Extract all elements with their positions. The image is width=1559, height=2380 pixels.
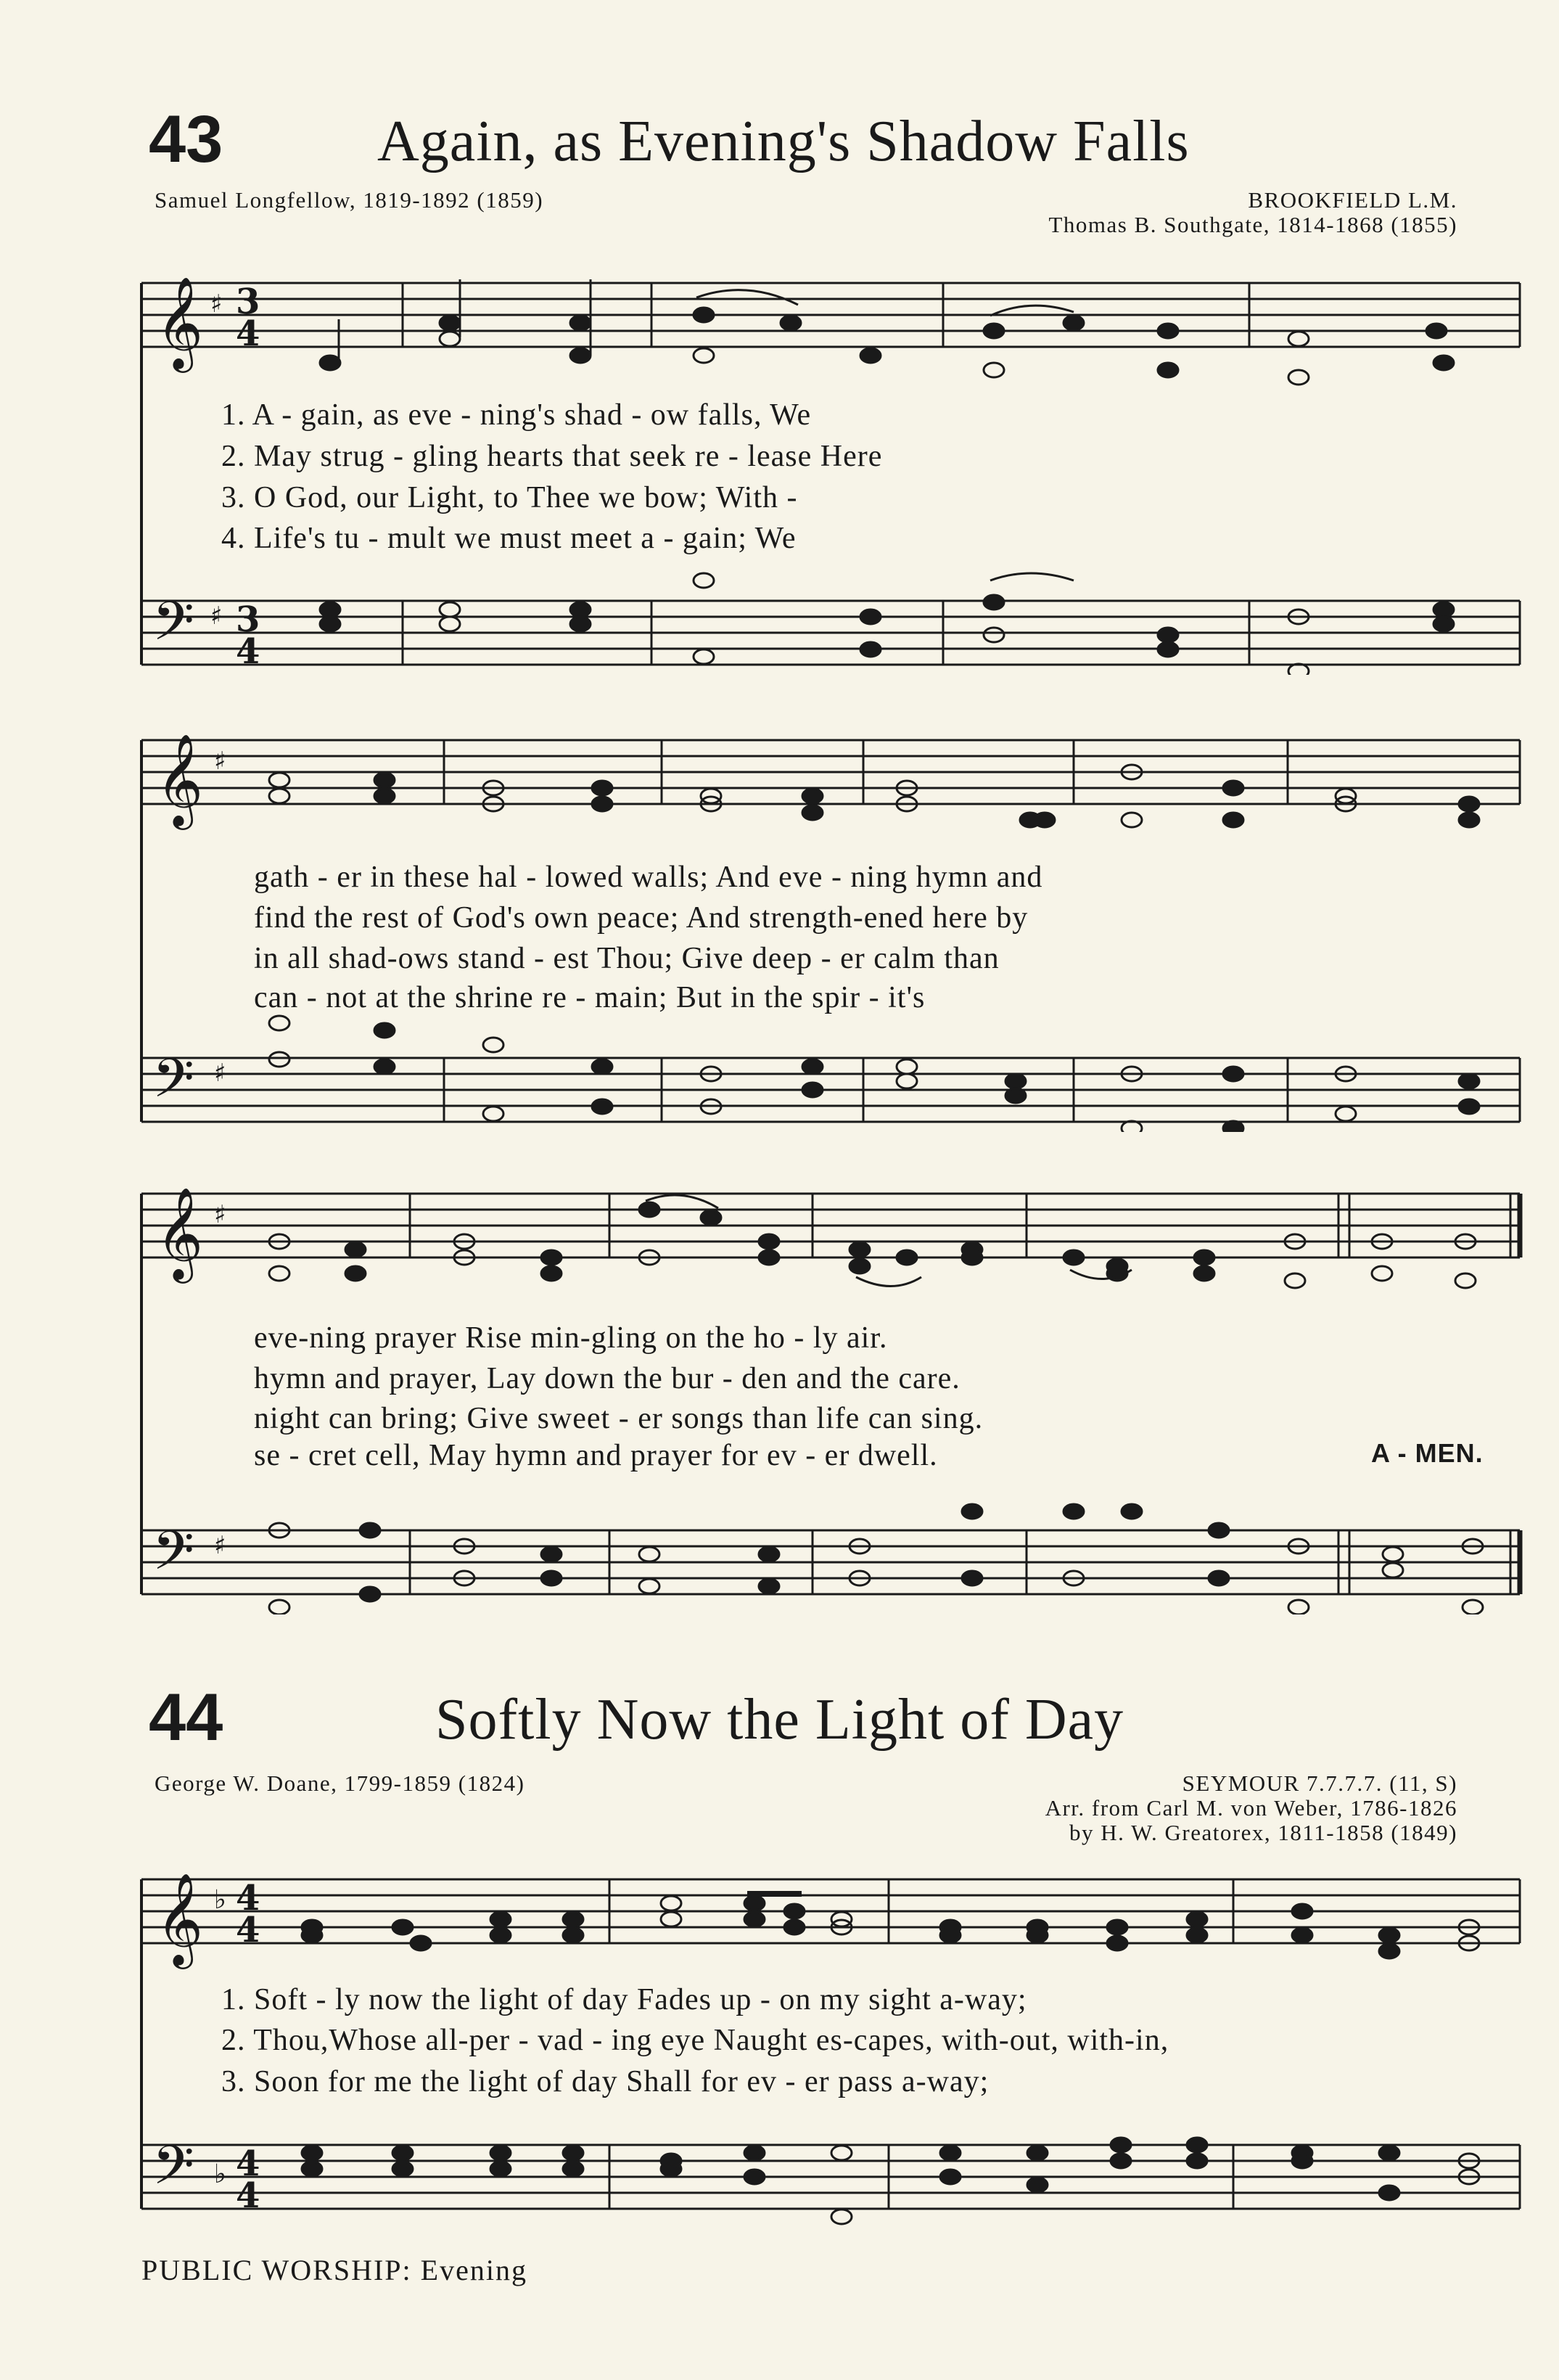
- hymn-43-system-3-music: [0, 1179, 1559, 1614]
- hymn-44-tune: SEYMOUR 7.7.7.7. (11, S): [1182, 1770, 1457, 1796]
- hymn-43-s2-verse-3: in all shad-ows stand - est Thou; Give deep - er calm than: [254, 942, 1000, 975]
- svg-text:𝄞: 𝄞: [156, 276, 204, 369]
- hymn-43-s1-verse-2: 2. May strug - gling hearts that seek re - lease Here: [221, 440, 883, 473]
- svg-text:4: 4: [236, 631, 260, 672]
- svg-text:4: 4: [236, 313, 260, 354]
- svg-text:4: 4: [236, 2175, 260, 2216]
- hymn-43-s1-verse-3: 3. O God, our Light, to Thee we bow; With -: [221, 481, 798, 514]
- svg-text:4: 4: [236, 1910, 260, 1950]
- hymn-44-verse-2: 2. Thou,Whose all-per - vad - ing eye Naught es-capes, with-out, with-in,: [221, 2024, 1169, 2057]
- svg-text:♯: ♯: [210, 290, 223, 319]
- svg-text:𝄞: 𝄞: [156, 733, 204, 826]
- hymn-43-s3-verse-2: hymn and prayer, Lay down the bur - den and the care.: [254, 1362, 961, 1395]
- hymn-43-s1-verse-4: 4. Life's tu - mult we must meet a - gain; We: [221, 522, 797, 555]
- svg-text:♯: ♯: [214, 1200, 226, 1229]
- hymn-43-s3-verse-4: se - cret cell, May hymn and prayer for ev - er dwell.: [254, 1439, 938, 1472]
- hymn-43-s2-verse-1: gath - er in these hal - lowed walls; And eve - ning hymn and: [254, 861, 1043, 894]
- hymn-44-verse-1: 1. Soft - ly now the light of day Fades up - on my sight a-way;: [221, 1983, 1027, 2016]
- svg-text:♭: ♭: [214, 2159, 226, 2189]
- svg-text:𝄢: 𝄢: [152, 1047, 194, 1123]
- svg-text:♯: ♯: [210, 602, 223, 631]
- svg-text:♯: ♯: [214, 747, 226, 776]
- svg-text:♭: ♭: [214, 1885, 226, 1915]
- hymn-43-amen: A - MEN.: [1371, 1438, 1484, 1468]
- svg-text:3: 3: [236, 282, 260, 322]
- hymn-43-s2-verse-4: can - not at the shrine re - main; But in the spir - it's: [254, 981, 926, 1014]
- hymn-43-tune: BROOKFIELD L.M.: [1248, 187, 1457, 213]
- hymn-44-author: George W. Doane, 1799-1859 (1824): [155, 1770, 525, 1796]
- hymn-44-number: 44: [149, 1681, 223, 1755]
- svg-text:𝄢: 𝄢: [152, 2134, 194, 2210]
- hymn-43-title: Again, as Evening's Shadow Falls: [377, 110, 1190, 173]
- hymn-44-title: Softly Now the Light of Day: [435, 1688, 1124, 1752]
- hymn-43-s1-verse-1: 1. A - gain, as eve - ning's shad - ow falls, We: [221, 398, 812, 432]
- hymn-44-arranger-1: Arr. from Carl M. von Weber, 1786-1826: [1045, 1795, 1457, 1821]
- svg-text:𝄢: 𝄢: [152, 590, 194, 666]
- svg-text:3: 3: [236, 599, 260, 640]
- hymn-43-composer: Thomas B. Southgate, 1814-1868 (1855): [1048, 212, 1457, 237]
- svg-text:4: 4: [236, 2143, 260, 2184]
- hymn-43-author: Samuel Longfellow, 1819-1892 (1859): [155, 187, 544, 213]
- svg-text:𝄞: 𝄞: [156, 1872, 204, 1965]
- hymn-43-s2-verse-2: find the rest of God's own peace; And strength-ened here by: [254, 901, 1029, 935]
- hymn-44-arranger-2: by H. W. Greatorex, 1811-1858 (1849): [1069, 1820, 1457, 1845]
- svg-text:♯: ♯: [214, 1531, 226, 1560]
- hymn-43-number: 43: [149, 102, 223, 176]
- svg-text:𝄞: 𝄞: [156, 1186, 204, 1279]
- svg-text:♯: ♯: [214, 1059, 226, 1088]
- svg-text:4: 4: [236, 1878, 260, 1919]
- hymn-43-s3-verse-3: night can bring; Give sweet - er songs than life can sing.: [254, 1402, 984, 1435]
- svg-text:𝄢: 𝄢: [152, 1519, 194, 1596]
- page-footer-section: PUBLIC WORSHIP: Evening: [141, 2254, 527, 2286]
- hymn-44-verse-3: 3. Soon for me the light of day Shall for ev - er pass a-way;: [221, 2065, 990, 2098]
- hymn-43-s3-verse-1: eve-ning prayer Rise min-gling on the ho - ly air.: [254, 1321, 888, 1355]
